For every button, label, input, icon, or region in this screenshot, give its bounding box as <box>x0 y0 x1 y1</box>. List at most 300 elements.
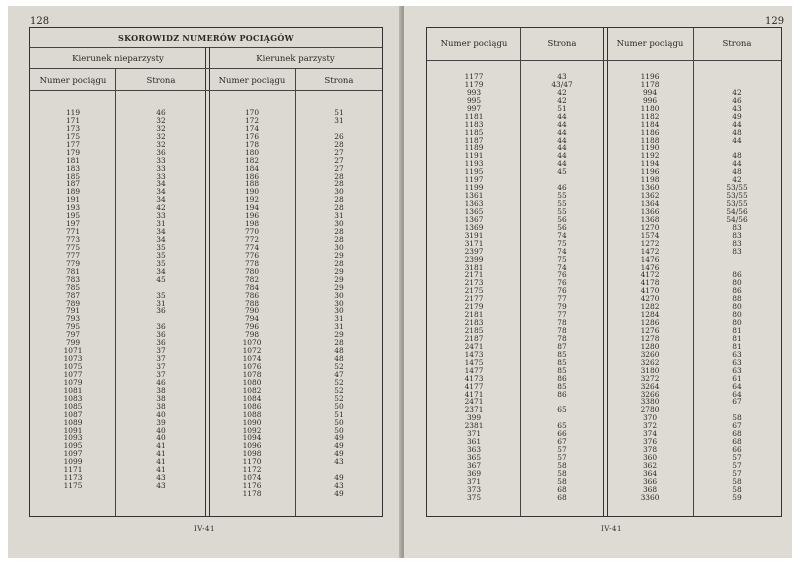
table-cell: 37 <box>156 369 166 379</box>
table-cell: 44 <box>557 119 567 129</box>
table-cell: 1177 <box>464 72 484 81</box>
table-cell: 44 <box>732 135 742 145</box>
table-cell: 2177 <box>464 294 484 304</box>
column-train-numbers-a <box>427 73 521 502</box>
table-cell: 3171 <box>464 238 484 248</box>
table-cell: 1194 <box>640 159 660 169</box>
table-cell: 2187 <box>464 333 484 343</box>
table-cell: 1362 <box>640 191 660 201</box>
table-cell: 44 <box>557 127 567 137</box>
table-cell: 61 <box>732 373 742 383</box>
table-cell: 1369 <box>464 222 484 232</box>
table-cell: 788 <box>244 298 260 308</box>
table-cell: 28 <box>334 235 344 244</box>
table-cell: 1192 <box>640 151 660 161</box>
table-cell: 57 <box>732 468 742 478</box>
table-cell: 2175 <box>464 286 484 296</box>
table-cell: 2381 <box>464 421 484 431</box>
table-cell <box>694 73 780 81</box>
table-cell: 44 <box>732 159 742 169</box>
table-cell: 51 <box>334 108 344 117</box>
table-cell: 33 <box>156 211 166 221</box>
table-cell: 45 <box>557 167 567 177</box>
table-cell: 34 <box>156 227 166 237</box>
table-cell: 44 <box>557 135 567 145</box>
table-cell: 798 <box>244 330 260 340</box>
table-cell: 59 <box>732 492 742 502</box>
table-cell: 1075 <box>63 362 83 371</box>
page-number-left: 128 <box>30 16 50 27</box>
table-cell: 1183 <box>464 119 484 129</box>
table-cell: 3360 <box>640 492 660 502</box>
table-cell: 44 <box>732 119 742 129</box>
table-cell: 26 <box>334 131 344 141</box>
table-cell: 77 <box>557 310 567 320</box>
index-title: SKOROWIDZ NUMERÓW POCIĄGÓW <box>118 33 294 43</box>
table-cell: 40 <box>156 433 166 443</box>
table-cell: 58 <box>732 413 742 423</box>
table-cell: 53/55 <box>726 191 748 201</box>
table-cell: 28 <box>334 203 344 213</box>
table-cell: 45 <box>156 274 166 284</box>
table-cell: 85 <box>557 365 567 375</box>
table-cell: 1276 <box>640 326 660 335</box>
table-cell: 181 <box>65 155 81 165</box>
table-cell: 1091 <box>63 425 83 435</box>
table-cell: 190 <box>244 187 260 197</box>
table-cell: 86 <box>732 286 742 296</box>
table-cell: 57 <box>732 460 742 470</box>
table-cell: 37 <box>156 354 166 364</box>
table-cell: 1086 <box>242 401 262 411</box>
table-cell: 1076 <box>242 362 262 371</box>
table-cell: 42 <box>732 87 742 97</box>
table-cell: 32 <box>156 131 166 141</box>
table-cell: 46 <box>156 377 166 387</box>
table-cell: 31 <box>334 314 344 324</box>
table-cell: 51 <box>557 103 567 113</box>
column-header-train-number: Numer pociągu <box>616 39 684 49</box>
table-cell: 42 <box>557 95 567 105</box>
table-cell: 793 <box>65 314 81 324</box>
table-cell: 55 <box>557 206 567 216</box>
left-page <box>8 6 401 558</box>
table-cell: 3264 <box>640 381 660 391</box>
table-cell: 4171 <box>464 389 484 399</box>
table-cell: 43 <box>156 481 166 491</box>
table-cell: 1286 <box>640 318 660 328</box>
table-cell: 4173 <box>464 373 484 383</box>
table-cell: 81 <box>732 333 742 343</box>
table-cell: 993 <box>466 87 482 97</box>
table-cell: 43 <box>334 481 344 491</box>
column-even-pages <box>296 109 382 498</box>
table-cell: 34 <box>156 235 166 244</box>
table-cell: 31 <box>334 322 344 332</box>
table-cell: 80 <box>732 318 742 328</box>
table-cell: 372 <box>642 421 658 431</box>
table-cell: 85 <box>557 349 567 359</box>
table-cell: 38 <box>156 401 166 411</box>
table-cell: 182 <box>244 155 260 165</box>
table-cell: 83 <box>732 238 742 248</box>
table-cell: 66 <box>557 429 567 439</box>
table-cell: 80 <box>732 310 742 320</box>
table-cell: 1081 <box>63 385 83 395</box>
table-cell: 1272 <box>640 238 660 248</box>
table-cell: 44 <box>557 159 567 169</box>
table-cell: 40 <box>156 425 166 435</box>
table-cell: 49 <box>334 489 344 498</box>
table-cell: 4172 <box>640 270 660 280</box>
table-cell: 74 <box>557 230 567 240</box>
table-cell: 3180 <box>640 365 660 375</box>
table-cell: 1188 <box>640 135 660 145</box>
table-cell: 1199 <box>464 183 484 193</box>
table-cell: 779 <box>65 258 81 268</box>
table-cell: 36 <box>156 147 166 157</box>
table-cell: 1074 <box>242 473 262 483</box>
table-cell: 1186 <box>640 127 660 137</box>
table-cell: 34 <box>156 195 166 205</box>
table-cell: 41 <box>156 449 166 459</box>
table-cell: 369 <box>466 468 482 478</box>
table-cell: 31 <box>156 219 166 229</box>
table-cell: 363 <box>466 445 482 455</box>
table-cell: 52 <box>334 385 344 395</box>
table-cell: 1198 <box>640 175 660 185</box>
table-cell: 85 <box>557 357 567 367</box>
column-pages-a <box>521 73 603 502</box>
table-cell: 1284 <box>640 310 660 320</box>
table-cell: 174 <box>244 123 260 133</box>
table-cell: 180 <box>244 147 260 157</box>
table-cell: 364 <box>642 468 658 478</box>
table-cell: 58 <box>557 460 567 470</box>
table-cell: 994 <box>642 87 658 97</box>
table-cell: 42 <box>732 175 742 185</box>
table-cell: 2371 <box>464 405 484 415</box>
table-cell: 1170 <box>242 457 262 467</box>
table-cell: 1476 <box>640 254 660 264</box>
table-cell: 49 <box>334 433 344 443</box>
table-cell: 171 <box>65 115 81 125</box>
table-cell: 198 <box>244 219 260 229</box>
table-cell: 371 <box>466 429 482 439</box>
table-cell: 371 <box>466 476 482 486</box>
table-cell: 789 <box>65 298 81 308</box>
table-cell: 57 <box>557 445 567 455</box>
table-cell: 55 <box>557 199 567 208</box>
table-cell: 2181 <box>464 310 484 320</box>
table-cell: 86 <box>732 270 742 280</box>
table-cell: 1176 <box>242 481 262 491</box>
table-cell: 65 <box>557 421 567 431</box>
table-cell: 362 <box>642 460 658 470</box>
table-cell: 66 <box>732 445 742 455</box>
table-cell: 57 <box>732 453 742 462</box>
table-cell: 1087 <box>63 409 83 419</box>
table-cell: 85 <box>557 381 567 391</box>
table-cell: 1180 <box>640 103 660 113</box>
table-cell: 365 <box>466 453 482 462</box>
table-cell: 1282 <box>640 302 660 312</box>
table-cell: 75 <box>557 254 567 264</box>
column-header-page: Strona <box>324 76 354 86</box>
table-cell: 197 <box>65 219 81 229</box>
table-cell: 1472 <box>640 246 660 256</box>
table-cell: 37 <box>156 362 166 371</box>
table-cell: 48 <box>732 127 742 137</box>
table-cell: 1364 <box>640 199 660 208</box>
table-cell: 1070 <box>242 338 262 348</box>
table-cell: 43 <box>732 103 742 113</box>
table-cell: 2173 <box>464 278 484 288</box>
table-cell: 1179 <box>464 79 484 89</box>
table-cell: 368 <box>642 484 658 494</box>
table-cell: 27 <box>334 155 344 165</box>
table-cell: 48 <box>732 151 742 161</box>
table-cell: 192 <box>244 195 260 205</box>
table-cell: 1078 <box>242 369 262 379</box>
table-cell: 1083 <box>63 393 83 403</box>
table-cell: 77 <box>557 294 567 304</box>
table-cell: 771 <box>65 227 81 237</box>
table-cell: 173 <box>65 123 81 133</box>
table-cell: 27 <box>334 163 344 173</box>
table-cell: 1361 <box>464 191 484 201</box>
table-cell: 86 <box>557 389 567 399</box>
table-cell: 183 <box>65 163 81 173</box>
table-cell: 54/56 <box>726 214 748 224</box>
table-cell: 80 <box>732 302 742 312</box>
table-cell: 791 <box>65 306 81 316</box>
table-cell: 1088 <box>242 409 262 419</box>
table-cell: 86 <box>557 373 567 383</box>
table-cell: 1574 <box>640 230 660 240</box>
table-cell: 373 <box>466 484 482 494</box>
table-cell: 54/56 <box>726 206 748 216</box>
column-odd-train-numbers <box>30 109 116 490</box>
table-cell: 1185 <box>464 127 484 137</box>
table-cell: 366 <box>642 476 658 486</box>
table-cell: 64 <box>732 381 742 391</box>
table-cell: 1195 <box>464 167 484 177</box>
table-cell: 1184 <box>640 119 660 129</box>
table-cell: 3380 <box>640 397 660 407</box>
table-cell: 1280 <box>640 341 660 351</box>
table-cell: 34 <box>156 187 166 197</box>
table-cell: 47 <box>334 369 344 379</box>
table-cell: 88 <box>732 294 742 304</box>
table-cell: 996 <box>642 95 658 105</box>
column-header-train-number: Numer pociągu <box>39 76 107 86</box>
table-cell: 995 <box>466 95 482 105</box>
table-cell: 78 <box>557 318 567 328</box>
table-cell: 52 <box>334 362 344 371</box>
table-cell: 78 <box>557 333 567 343</box>
column-pages-b <box>694 73 780 502</box>
table-cell: 4270 <box>640 294 660 304</box>
table-cell: 36 <box>156 330 166 340</box>
table-cell: 43 <box>334 457 344 467</box>
table-cell: 49 <box>334 449 344 459</box>
table-cell: 4178 <box>640 278 660 288</box>
table-cell: 48 <box>732 167 742 177</box>
table-cell: 1181 <box>464 111 484 121</box>
table-cell: 30 <box>334 242 344 252</box>
table-cell: 36 <box>156 338 166 348</box>
page-footer-right: IV-41 <box>601 525 622 533</box>
table-cell: 29 <box>334 266 344 276</box>
table-cell: 374 <box>642 429 658 439</box>
table-cell: 50 <box>334 417 344 427</box>
table-cell: 32 <box>156 139 166 149</box>
table-cell: 52 <box>334 377 344 387</box>
table-cell: 784 <box>244 282 260 292</box>
table-cell: 41 <box>156 457 166 467</box>
table-cell: 773 <box>65 235 81 244</box>
column-odd-pages <box>116 109 206 490</box>
table-cell: 1189 <box>464 143 484 153</box>
table-cell: 1080 <box>242 377 262 387</box>
column-header-train-number: Numer pociągu <box>440 39 508 49</box>
table-cell: 189 <box>65 187 81 197</box>
table-cell: 28 <box>334 195 344 205</box>
table-cell: 1178 <box>242 489 262 498</box>
table-cell: 30 <box>334 219 344 229</box>
table-cell: 33 <box>156 155 166 165</box>
table-cell: 68 <box>732 437 742 447</box>
table-cell: 74 <box>557 262 567 272</box>
table-cell: 170 <box>244 108 260 117</box>
table-cell: 799 <box>65 338 81 348</box>
table-cell: 777 <box>65 250 81 260</box>
table-cell: 2185 <box>464 326 484 335</box>
table-cell: 1092 <box>242 425 262 435</box>
table-cell: 55 <box>557 191 567 201</box>
table-cell: 370 <box>642 413 658 423</box>
table-cell: 29 <box>334 282 344 292</box>
table-cell: 796 <box>244 322 260 332</box>
table-cell: 1191 <box>464 151 484 161</box>
table-cell: 64 <box>732 389 742 399</box>
table-cell: 1095 <box>63 441 83 451</box>
page-number-right: 129 <box>765 16 785 27</box>
table-cell: 787 <box>65 290 81 300</box>
group-header-even: Kierunek parzysty <box>256 54 335 64</box>
table-cell: 49 <box>732 111 742 121</box>
table-cell: 2397 <box>464 246 484 256</box>
table-cell: 58 <box>557 468 567 478</box>
table-cell: 185 <box>65 171 81 181</box>
table-cell: 36 <box>156 322 166 332</box>
table-cell: 76 <box>557 278 567 288</box>
column-header-page: Strona <box>146 76 176 86</box>
table-cell: 772 <box>244 235 260 244</box>
table-cell: 797 <box>65 330 81 340</box>
table-cell: 56 <box>557 214 567 224</box>
table-cell: 3272 <box>640 373 660 383</box>
table-cell: 375 <box>466 492 482 502</box>
table-cell: 68 <box>557 492 567 502</box>
table-cell: 56 <box>557 222 567 232</box>
table-cell: 4177 <box>464 381 484 391</box>
table-cell: 31 <box>334 211 344 221</box>
table-cell: 1094 <box>242 433 262 443</box>
index-table-right <box>426 27 782 517</box>
table-cell: 790 <box>244 306 260 316</box>
table-cell: 58 <box>732 476 742 486</box>
table-cell: 40 <box>156 409 166 419</box>
table-cell: 775 <box>65 242 81 252</box>
table-cell: 35 <box>156 250 166 260</box>
table-cell: 2171 <box>464 270 484 280</box>
table-cell: 1278 <box>640 333 660 343</box>
table-cell: 193 <box>65 203 81 213</box>
table-cell: 1090 <box>242 417 262 427</box>
table-cell: 63 <box>732 357 742 367</box>
table-cell: 28 <box>334 258 344 268</box>
table-cell: 1084 <box>242 393 262 403</box>
table-cell: 1093 <box>63 433 83 443</box>
table-cell: 1096 <box>242 441 262 451</box>
table-cell: 39 <box>156 417 166 427</box>
table-cell: 31 <box>156 298 166 308</box>
table-cell: 28 <box>334 171 344 181</box>
table-cell: 2183 <box>464 318 484 328</box>
table-cell: 38 <box>156 393 166 403</box>
table-cell: 50 <box>334 401 344 411</box>
table-cell: 1171 <box>63 465 83 475</box>
table-cell: 1270 <box>640 222 660 232</box>
table-cell: 3262 <box>640 357 660 367</box>
table-cell: 186 <box>244 171 260 181</box>
table-cell: 399 <box>466 413 482 423</box>
table-cell: 2399 <box>464 254 484 264</box>
table-cell: 51 <box>334 409 344 419</box>
group-header-odd: Kierunek nieparzysty <box>72 54 164 64</box>
table-cell: 1082 <box>242 385 262 395</box>
table-cell: 1182 <box>640 111 660 121</box>
table-cell: 32 <box>156 115 166 125</box>
table-cell: 29 <box>334 274 344 284</box>
table-cell: 360 <box>642 453 658 462</box>
table-cell: 27 <box>334 147 344 157</box>
table-cell: 46 <box>557 183 567 193</box>
table-cell <box>694 256 780 264</box>
table-cell: 48 <box>334 354 344 364</box>
table-cell: 36 <box>156 306 166 316</box>
column-header-train-number: Numer pociągu <box>218 76 286 86</box>
table-cell: 781 <box>65 266 81 276</box>
table-cell: 81 <box>732 341 742 351</box>
table-cell: 44 <box>557 111 567 121</box>
table-cell: 30 <box>334 306 344 316</box>
table-cell: 1079 <box>63 377 83 387</box>
table-cell: 49 <box>334 473 344 483</box>
table-cell: 2780 <box>640 405 660 415</box>
table-cell: 785 <box>65 282 81 292</box>
table-cell: 65 <box>557 405 567 415</box>
table-cell: 3266 <box>640 389 660 399</box>
table-cell: 30 <box>334 290 344 300</box>
table-cell: 2471 <box>464 397 484 407</box>
table-cell: 1363 <box>464 199 484 208</box>
table-cell: 83 <box>732 246 742 256</box>
table-cell: 68 <box>557 484 567 494</box>
table-cell: 187 <box>65 179 81 189</box>
